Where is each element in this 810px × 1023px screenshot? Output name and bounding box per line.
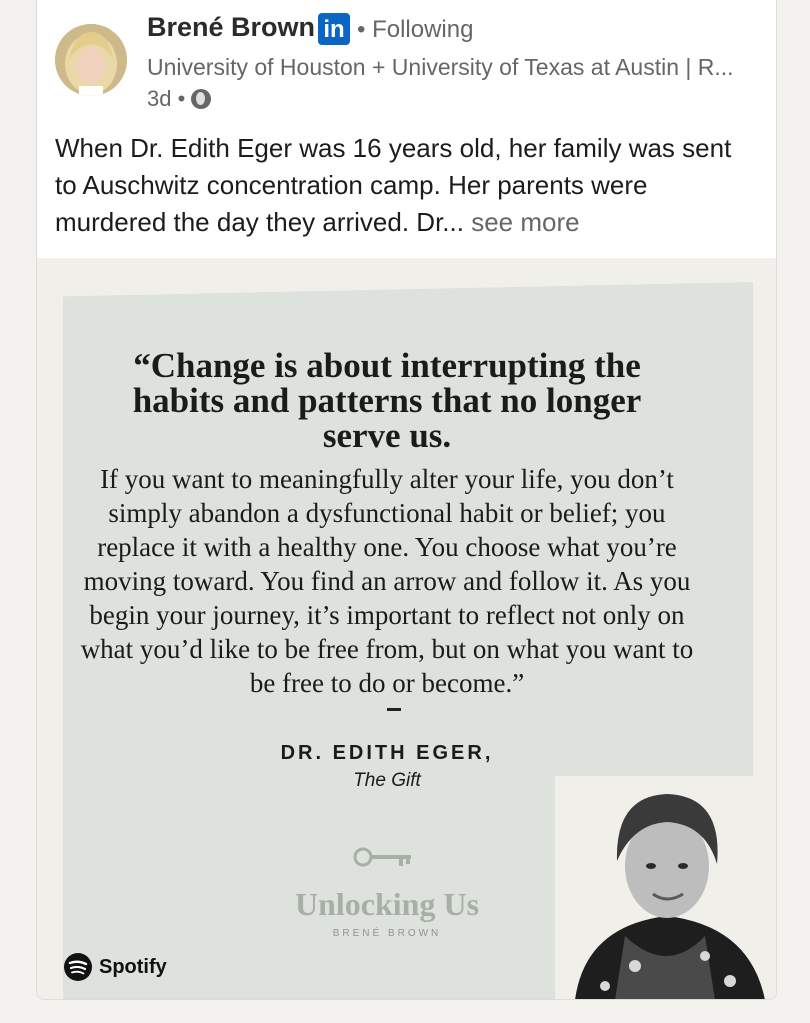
portrait-photo — [555, 776, 777, 1000]
post-image[interactable] — [37, 258, 777, 1000]
spotify-label: Spotify — [99, 955, 167, 978]
globe-icon — [191, 89, 211, 109]
author-name[interactable]: Brené Brown — [147, 12, 316, 42]
linkedin-icon: in — [318, 13, 350, 45]
podcast-title: Unlocking Us — [294, 886, 480, 922]
quote-body: If you want to meaningfully alter your life, you don’t simply abandon a dysfunctional habit or belief; you replace it with a healthy one. You choose what you’re moving toward. You find an arrow and follow it. As you begin your journey, it’s important to reflect not only on what you’d like to be free from, but on what you want to be free to do or become.” — [80, 464, 694, 698]
author-avatar[interactable] — [55, 24, 127, 96]
key-icon — [351, 842, 421, 872]
post-text: When Dr. Edith Eger was 16 years old, her family was sent to Auschwitz concentration camp. Her parents were murdered the day they arrived. Dr... — [55, 133, 732, 237]
attribution-dash — [387, 708, 401, 711]
spotify-logo — [63, 952, 167, 982]
post-body — [55, 130, 755, 241]
podcast-host: BRENÉ BROWN — [332, 928, 442, 939]
attribution-book: The Gift — [353, 770, 421, 791]
following-status[interactable]: • Following — [357, 16, 474, 43]
post-meta — [147, 86, 211, 112]
avatar-photo — [55, 24, 127, 96]
feed-post-card — [36, 0, 777, 1000]
post-time: 3d • — [147, 86, 186, 111]
quote-headline: “Change is about interrupting the habits and patterns that no longer serve us. — [132, 346, 642, 455]
author-headline: University of Houston + University of Texas at Austin | R... — [147, 54, 734, 80]
attribution-name: DR. EDITH EGER, — [280, 742, 494, 764]
spotify-icon — [63, 952, 93, 982]
see-more-link[interactable]: see more — [463, 207, 580, 237]
